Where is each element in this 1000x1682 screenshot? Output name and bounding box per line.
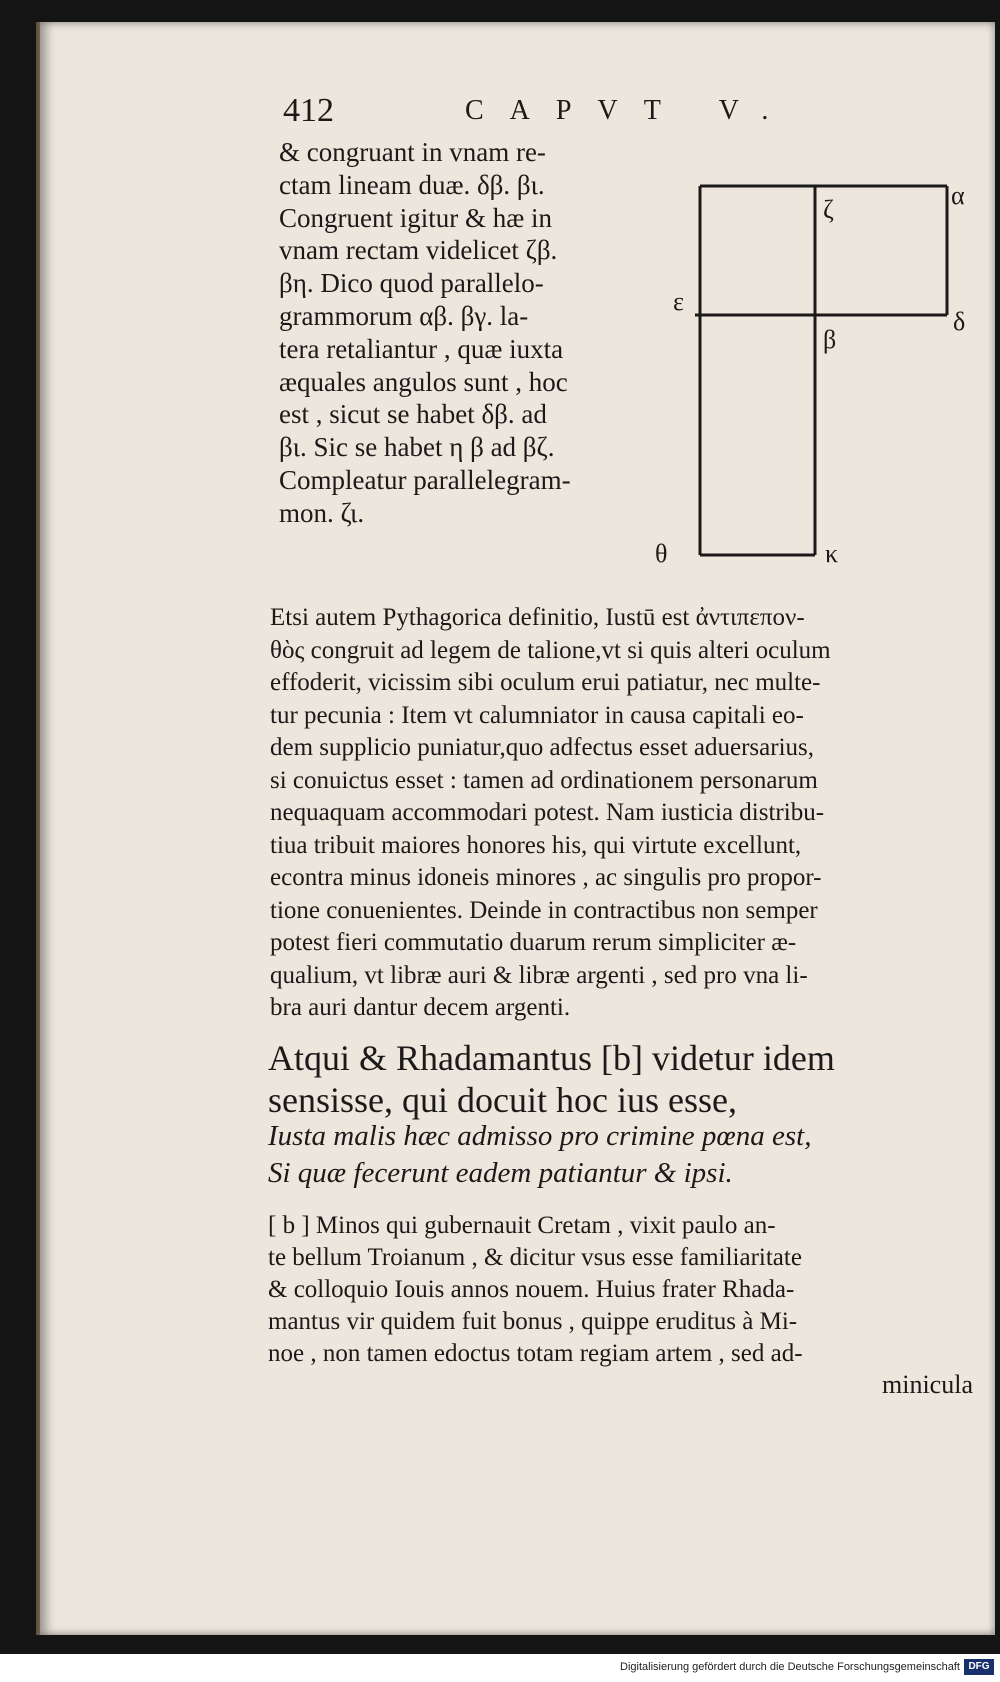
text-line: æquales angulos sunt , hoc	[279, 366, 568, 397]
label-kappa: κ	[825, 539, 839, 568]
text-line: & colloquio Iouis annos nouem. Huius frater Rhada-	[268, 1276, 795, 1303]
label-epsilon: ε	[673, 287, 684, 316]
text-line: bra auri dantur decem argenti.	[270, 994, 571, 1021]
page-number: 412	[283, 92, 334, 129]
running-title: CAPVT V.	[465, 95, 795, 126]
catchword: minicula	[882, 1370, 973, 1399]
text-line: & congruant in vnam re-	[279, 137, 546, 167]
text-line: mon. ζι.	[279, 497, 365, 528]
digitization-credit: Digitalisierung gefördert durch die Deutsche Forschungsgemeinschaft	[620, 1661, 960, 1673]
text-line: Congruent igitur & hæ in	[279, 202, 552, 233]
footnote	[268, 1210, 803, 1370]
text-line: θὸς congruit ad legem de talione,vt si quis alteri oculum	[270, 636, 831, 664]
left-column-text	[279, 136, 571, 530]
text-line: dem supplicio puniatur,quo adfectus esset aduersarius,	[270, 734, 814, 761]
large-text	[268, 1037, 835, 1121]
label-zeta: ζ	[823, 195, 834, 224]
text-line: noe , non tamen edoctus totam regiam artem , sed ad-	[268, 1340, 803, 1367]
text-line: nequaquam accommodari potest. Nam iusticia distribu-	[270, 799, 825, 826]
text-line: mantus vir quidem fuit bonus , quippe eruditus à Mi-	[268, 1308, 798, 1335]
text-line: sensisse, qui docuit hoc ius esse,	[268, 1080, 737, 1120]
text-line: Si quæ fecerunt eadem patiantur & ipsi.	[268, 1157, 733, 1189]
text-line: si conuictus esset : tamen ad ordinationem personarum	[270, 766, 818, 794]
text-line: Iusta malis hæc admisso pro crimine pœna est,	[268, 1120, 812, 1152]
label-alpha: α	[951, 181, 965, 210]
verse-quote	[268, 1118, 811, 1192]
text-line: est , sicut se habet δβ. ad	[279, 399, 547, 430]
label-theta: θ	[655, 539, 668, 568]
text-line: econtra minus idoneis minores , ac singulis pro propor-	[270, 864, 822, 891]
text-line: βι. Sic se habet η β ad βζ.	[279, 432, 555, 463]
text-line: Compleatur parallelegram-	[279, 464, 571, 495]
text-line: effoderit, vicissim sibi oculum erui patiatur, nec multe-	[270, 669, 821, 696]
text-line: tione conuenientes. Deinde in contractibus non semper	[270, 896, 818, 924]
text-line: Etsi autem Pythagorica definitio, Iustū est ἀντιπεπον-	[270, 604, 805, 631]
text-line: potest fieri commutatio duarum rerum simpliciter æ-	[270, 929, 797, 956]
text-line: vnam rectam videlicet ζβ.	[279, 235, 558, 266]
text-line: qualium, vt libræ auri & libræ argenti , sed pro vna li-	[270, 961, 808, 989]
text-line: tiua tribuit maiores honores his, qui virtute excellunt,	[270, 831, 802, 859]
label-beta: β	[823, 325, 837, 354]
text-line: βη. Dico quod parallelo-	[279, 268, 544, 299]
dfg-logo: DFG	[964, 1659, 994, 1675]
geometric-diagram	[645, 170, 975, 585]
label-delta: δ	[953, 307, 966, 336]
text-line: grammorum αβ. βγ. la-	[279, 300, 529, 331]
text-line: Atqui & Rhadamantus [b] videtur idem	[268, 1038, 835, 1078]
text-line: tur pecunia : Item vt calumniator in causa capitali eo-	[270, 701, 804, 729]
main-paragraph	[270, 602, 831, 1025]
text-line: ctam lineam duæ. δβ. βι.	[279, 169, 545, 200]
text-line: [ b ] Minos qui gubernauit Cretam , vixit paulo an-	[268, 1212, 776, 1239]
text-line: tera retaliantur , quæ iuxta	[279, 333, 564, 364]
text-line: te bellum Troianum , & dicitur vsus esse familiaritate	[268, 1244, 802, 1271]
